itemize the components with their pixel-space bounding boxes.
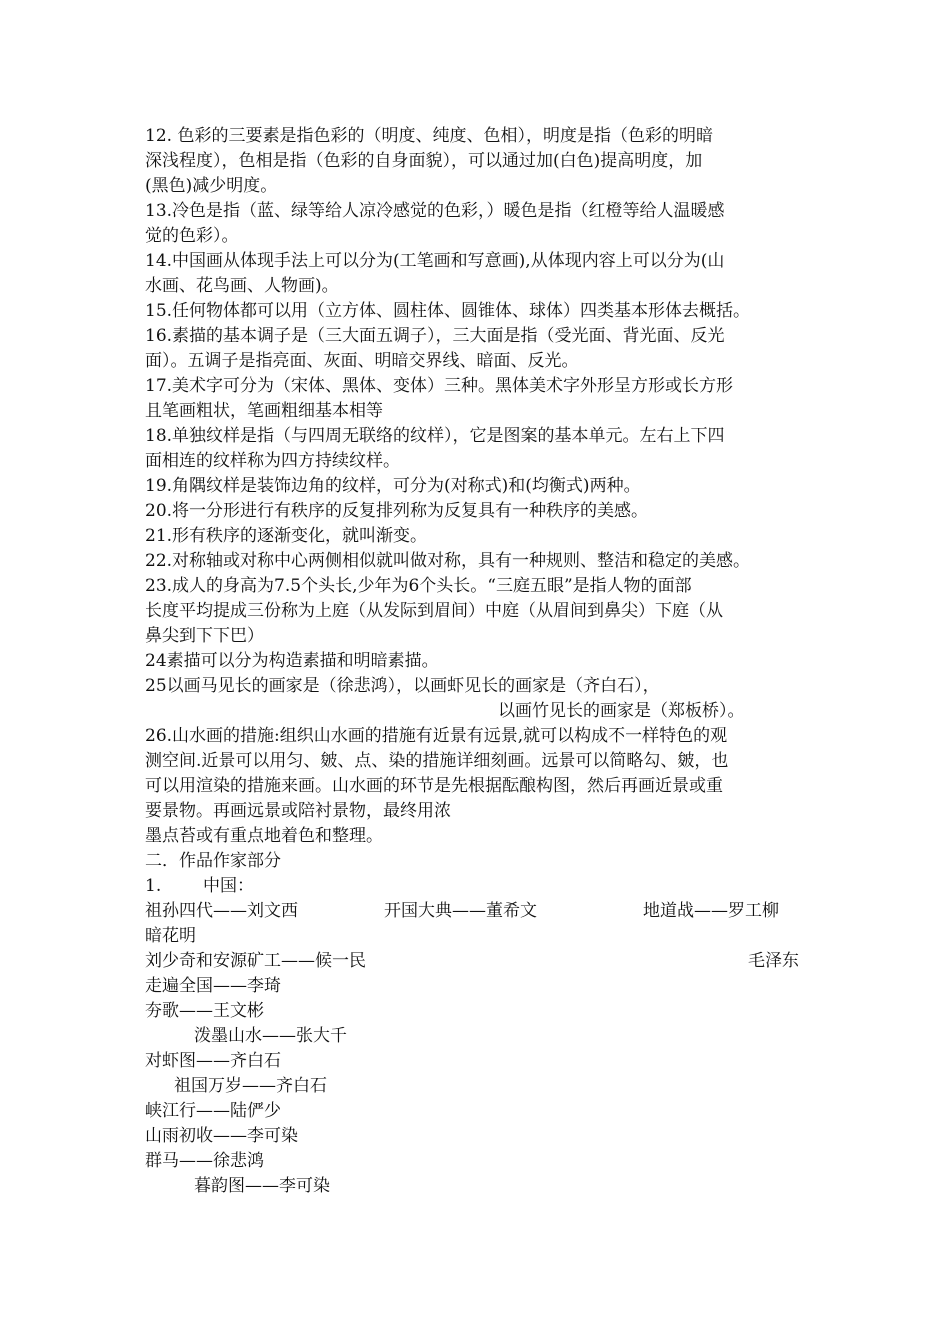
subsection-label: 中国：	[203, 876, 254, 896]
paragraph-12-line-2: 深浅程度），色相是指（色彩的自身面貌），可以通过加(白色)提高明度，加	[145, 151, 703, 171]
paragraph-17-line-2: 且笔画粗状，笔画粗细基本相等	[145, 401, 383, 421]
paragraph-13-line-2: 觉的色彩）。	[145, 226, 239, 246]
work-item: 山雨初收——李可染	[145, 1126, 298, 1146]
paragraph-26-line-1: 26.山水画的措施:组织山水画的措施有近景有远景,就可以构成不一样特色的观	[145, 726, 728, 746]
paragraph-13-line-1: 13.冷色是指（蓝、绿等给人凉冷感觉的色彩，）暖色是指（红橙等给人温暖感	[145, 201, 725, 221]
work-item: 对虾图——齐白石	[145, 1051, 281, 1071]
paragraph-17-line-1: 17.美术字可分为（宋体、黑体、变体）三种。黑体美术字外形呈方形或长方形	[145, 376, 734, 396]
paragraph-14-line-2: 水画、花鸟画、人物画)。	[145, 276, 339, 296]
subsection-number: 1.	[145, 876, 162, 896]
paragraph-24-line-1: 24素描可以分为构造素描和明暗素描。	[145, 651, 439, 671]
paragraph-12-line-1: 12. 色彩的三要素是指色彩的（明度、纯度、色相），明度是指（色彩的明暗	[145, 126, 713, 146]
paragraph-20-line-1: 20.将一分形进行有秩序的反复排列称为反复具有一种秩序的美感。	[145, 501, 649, 521]
paragraph-12-line-3: (黑色)减少明度。	[145, 176, 278, 196]
paragraph-21-line-1: 21.形有秩序的逐渐变化，就叫渐变。	[145, 526, 428, 546]
paragraph-26-line-2: 测空间.近景可以用匀、皴、点、染的措施详细刻画。远景可以简略勾、皴，也	[145, 751, 729, 771]
paragraph-19-line-1: 19.角隅纹样是装饰边角的纹样，可分为(对称式)和(均衡式)两种。	[145, 476, 641, 496]
section-2-heading: 二．作品作家部分	[145, 851, 281, 871]
work-item: 毛泽东	[748, 951, 799, 971]
work-item: 泼墨山水——张大千	[194, 1026, 347, 1046]
work-item: 群马——徐悲鸿	[145, 1151, 264, 1171]
work-item: 刘少奇和安源矿工——候一民	[145, 951, 366, 971]
paragraph-23-line-1: 23.成人的身高为7.5个头长,少年为6个头长。“三庭五眼”是指人物的面部	[145, 576, 692, 596]
paragraph-18-line-1: 18.单独纹样是指（与四周无联络的纹样），它是图案的基本单元。左右上下四	[145, 426, 725, 446]
work-item: 祖国万岁——齐白石	[174, 1076, 327, 1096]
work-item: 峡江行——陆俨少	[145, 1101, 281, 1121]
work-item: 夯歌——王文彬	[145, 1001, 264, 1021]
work-item: 地道战——罗工柳	[643, 901, 779, 921]
paragraph-16-line-2: 面）。五调子是指亮面、灰面、明暗交界线、暗面、反光。	[145, 351, 579, 371]
paragraph-14-line-1: 14.中国画从体现手法上可以分为(工笔画和写意画),从体现内容上可以分为(山	[145, 251, 725, 271]
work-item: 开国大典——董希文	[384, 901, 537, 921]
paragraph-18-line-2: 面相连的纹样称为四方持续纹样。	[145, 451, 400, 471]
paragraph-23-line-2: 长度平均提成三份称为上庭（从发际到眉间）中庭（从眉间到鼻尖）下庭（从	[145, 601, 723, 621]
work-item: 暗花明	[145, 926, 196, 946]
paragraph-25-line-1: 25以画马见长的画家是（徐悲鸿），以画虾见长的画家是（齐白石），	[145, 676, 660, 696]
paragraph-16-line-1: 16.素描的基本调子是（三大面五调子），三大面是指（受光面、背光面、反光	[145, 326, 725, 346]
paragraph-26-line-3: 可以用渲染的措施来画。山水画的环节是先根据酝酿构图，然后再画近景或重	[145, 776, 723, 796]
paragraph-26-line-5: 墨点苔或有重点地着色和整理。	[145, 826, 383, 846]
paragraph-22-line-1: 22.对称轴或对称中心两侧相似就叫做对称，具有一种规则、整洁和稳定的美感。	[145, 551, 751, 571]
paragraph-26-line-4: 要景物。再画远景或陪衬景物，最终用浓	[145, 801, 451, 821]
work-item: 暮韵图——李可染	[194, 1176, 330, 1196]
paragraph-25-line-2: 以画竹见长的画家是（郑板桥）。	[498, 701, 745, 721]
work-item: 祖孙四代——刘文西	[145, 901, 298, 921]
paragraph-15-line-1: 15.任何物体都可以用（立方体、圆柱体、圆锥体、球体）四类基本形体去概括。	[145, 301, 751, 321]
work-item: 走遍全国——李琦	[145, 976, 281, 996]
paragraph-23-line-3: 鼻尖到下下巴）	[145, 626, 264, 646]
